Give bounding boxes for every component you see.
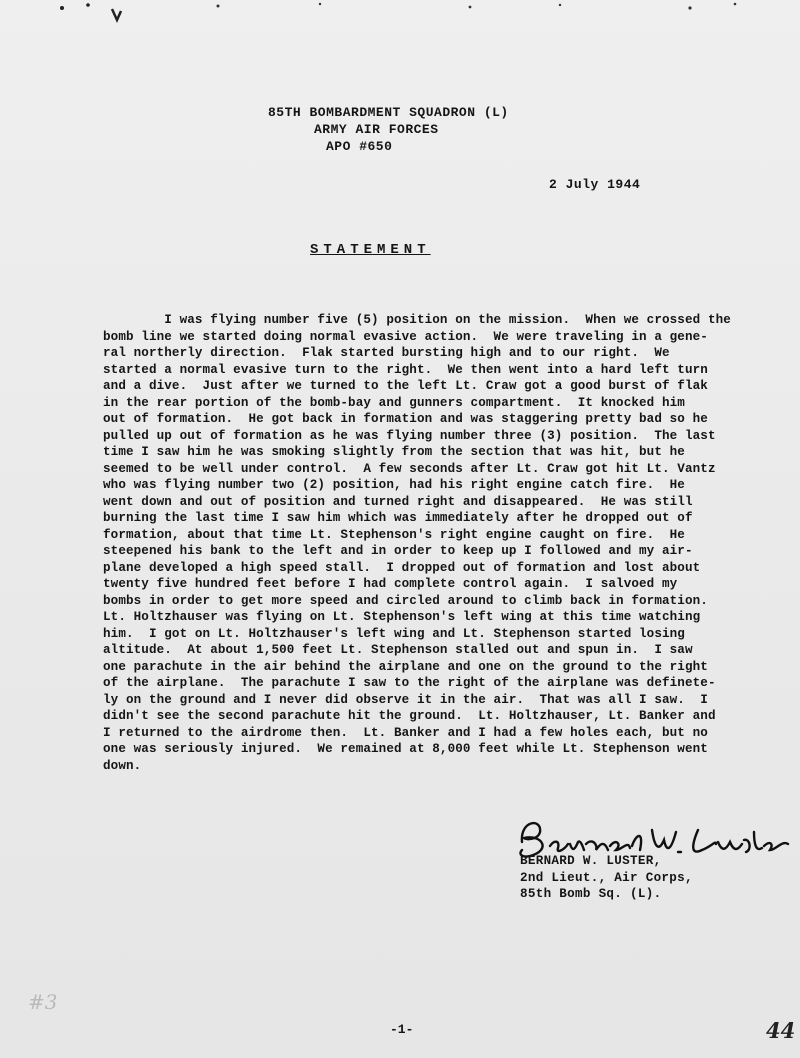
signer-name: BERNARD W. LUSTER, — [520, 854, 662, 868]
handwritten-page-number: 44 — [766, 1018, 796, 1043]
statement-line: altitude. At about 1,500 feet Lt. Stephenson stalled out and spun in. I saw — [103, 643, 693, 657]
statement-line: him. I got on Lt. Holtzhauser's left wing and Lt. Stephenson started losing — [103, 626, 685, 641]
signer-rank: 2nd Lieut., Air Corps, — [520, 870, 693, 885]
statement-line: Lt. Holtzhauser was flying on Lt. Stephenson's left wing at this time watching — [103, 610, 701, 624]
statement-line: burning the last time I saw him which was immediately after he dropped out of — [103, 511, 693, 525]
statement-line: formation, about that time Lt. Stephenson's right engine caught on fire. He — [103, 527, 685, 542]
statement-line: didn't see the second parachute hit the ground. Lt. Holtzhauser, Lt. Banker and — [103, 709, 716, 723]
statement-line: who was flying number two (2) position, had his right engine catch fire. He — [103, 478, 685, 492]
statement-line: and a dive. Just after we turned to the left Lt. Craw got a good burst of flak — [103, 379, 708, 393]
statement-line: I returned to the airdrome then. Lt. Banker and I had a few holes each, but no — [103, 725, 708, 740]
statement-line: time I saw him he was smoking slightly from the section that was hit, but he — [103, 445, 685, 459]
statement-line: in the rear portion of the bomb-bay and gunners compartment. It knocked him — [103, 395, 685, 410]
document-date: 2 July 1944 — [549, 177, 641, 192]
statement-line: one was seriously injured. We remained at 8,000 feet while Lt. Stephenson went — [103, 742, 708, 756]
signer-unit: 85th Bomb Sq. (L). — [520, 887, 662, 901]
statement-line: plane developed a high speed stall. I dropped out of formation and lost about — [103, 560, 701, 575]
statement-line: of the airplane. The parachute I saw to the right of the airplane was definete- — [103, 676, 716, 690]
statement-line: down. — [103, 758, 142, 773]
statement-line: out of formation. He got back in formation and was staggering pretty bad so he — [103, 412, 708, 426]
statement-line: ly on the ground and I never did observe it in the air. That was all I saw. I — [103, 692, 708, 707]
scan-specks — [0, 0, 800, 30]
statement-line: started a normal evasive turn to the right. We then went into a hard left turn — [103, 362, 708, 377]
pencil-mark: #3 — [28, 990, 58, 1014]
document-title: STATEMENT — [310, 242, 431, 258]
squadron-name: 85TH BOMBARDMENT SQUADRON (L) — [268, 105, 509, 120]
statement-line: ral northerly direction. Flak started bursting high and to our right. We — [103, 346, 670, 360]
statement-line: twenty five hundred feet before I had complete control again. I salvoed my — [103, 577, 678, 591]
statement-line: went down and out of position and turned right and disappeared. He was still — [103, 494, 693, 509]
letterhead — [268, 104, 509, 155]
apo-number: APO #650 — [326, 139, 393, 154]
statement-line: I was flying number five (5) position on the mission. When we crossed the — [103, 313, 731, 327]
statement-line: steepened his bank to the left and in order to keep up I followed and my air- — [103, 544, 693, 558]
signature-block — [520, 853, 693, 903]
statement-line: seemed to be well under control. A few seconds after Lt. Craw got hit Lt. Vantz — [103, 461, 716, 476]
statement-body — [103, 312, 763, 774]
statement-line: bombs in order to get more speed and circled around to climb back in formation. — [103, 593, 708, 608]
army-air-forces: ARMY AIR FORCES — [314, 122, 439, 137]
statement-line: pulled up out of formation as he was flying number three (3) position. The last — [103, 428, 716, 443]
page-number: -1- — [390, 1022, 414, 1037]
statement-line: one parachute in the air behind the airplane and one on the ground to the right — [103, 659, 708, 674]
statement-line: bomb line we started doing normal evasive action. We were traveling in a gene- — [103, 329, 708, 344]
